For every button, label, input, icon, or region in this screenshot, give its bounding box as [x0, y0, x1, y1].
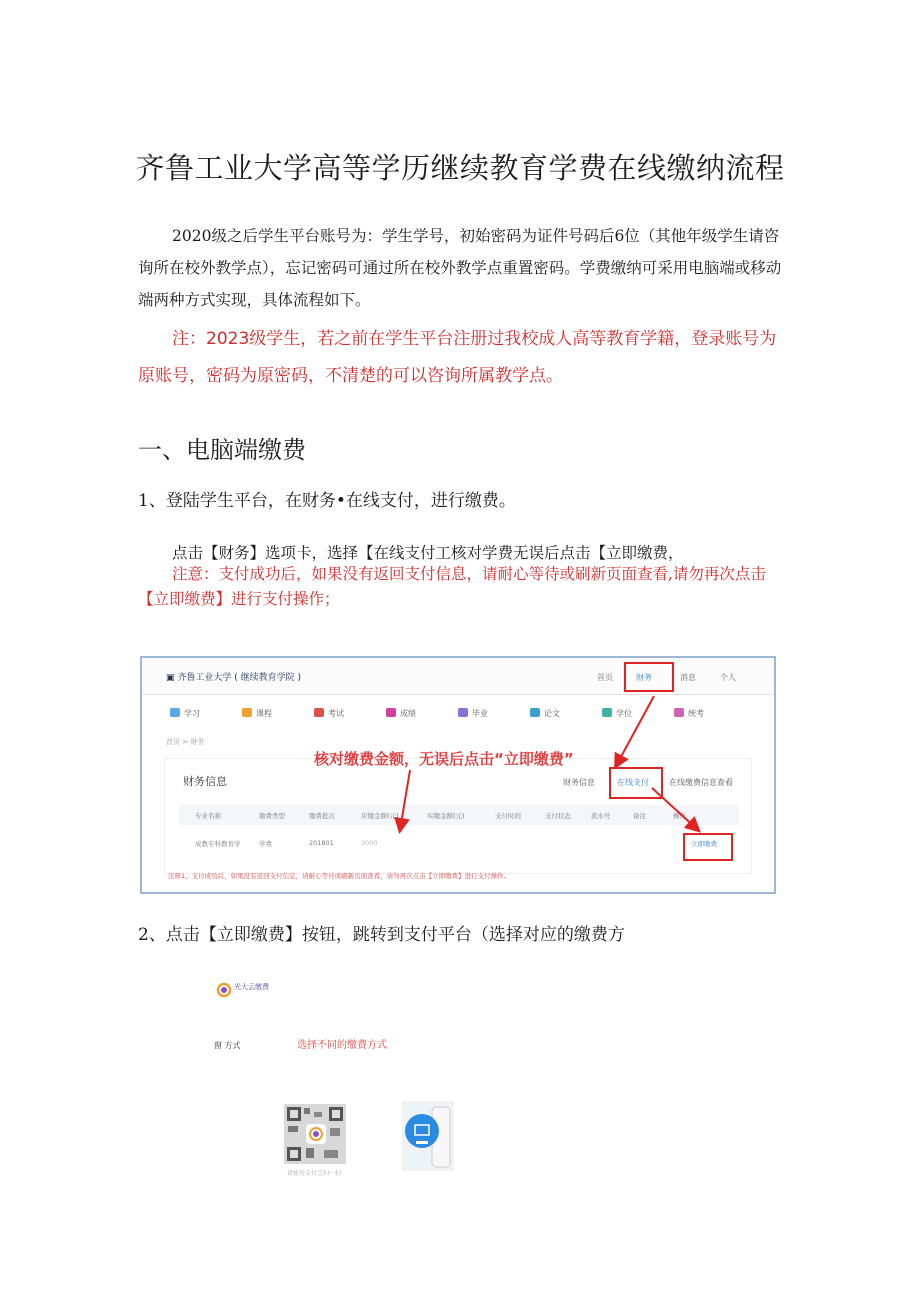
nav-messages[interactable]: 消息 — [680, 673, 696, 682]
note-paragraph: 注：2023级学生，若之前在学生平台注册过我校成人高等教育学籍，登录账号为原账号，密码为原密码，不清楚的可以咨询所属教学点。 — [138, 329, 777, 386]
menu-item-label: 统考 — [688, 709, 704, 718]
nav-home[interactable]: 首页 — [597, 673, 613, 682]
table-header-cell: 操作 — [673, 812, 686, 820]
table-header-cell: 实缴金额(元) — [427, 812, 465, 820]
menu-item-label: 课程 — [256, 709, 272, 718]
intro-paragraph: 2020级之后学生平台账号为：学生学号，初始密码为证件号码后6位（其他年级学生请咨询所在校外教学点），忘记密码可通过所在校外教学点重置密码。学费缴纳可采用电脑端或移动端两种方式实现，具体流程如下。 — [138, 227, 782, 309]
screenshot-footnote: 注释1、支付成功后，如果没有返回支付信息，请耐心等待或刷新页面查看，请勿再次点击【立即缴费】进行支付操作。 — [168, 872, 511, 880]
annotation-arrows — [142, 658, 774, 892]
payment-method-annotation: 选择不同的缴费方式 — [297, 1040, 387, 1051]
table-header-cell: 应缴金额(元) — [361, 812, 399, 820]
table-cell: 成教专科教育学 — [195, 840, 241, 848]
pay-now-button[interactable]: 立即缴费 — [691, 840, 717, 848]
finance-page-screenshot — [140, 656, 776, 894]
arrow-to-pay-button — [652, 788, 698, 830]
qr-caption: 请使用支付宝扫一扫 — [287, 1170, 342, 1177]
nav-finance[interactable]: 财务 — [636, 673, 652, 682]
arrow-to-amount — [400, 770, 410, 830]
table-cell: 学费 — [259, 840, 272, 848]
tab-payment-records[interactable]: 在线缴费信息查看 — [669, 778, 733, 787]
table-header-cell: 缴费批次 — [309, 812, 335, 820]
document-title: 齐鲁工业大学高等学历继续教育学费在线缴纳流程 — [135, 151, 785, 185]
step-2-heading: 2、点击【立即缴费】按钮，跳转到支付平台（选择对应的缴费方 — [138, 925, 625, 945]
panel-title: 财务信息 — [183, 775, 227, 788]
university-logo: ▣ 齐鲁工业大学 ( 继续教育学院 ) — [166, 673, 301, 683]
step-1-warning: 注意：支付成功后，如果没有返回支付信息，请耐心等待或刷新页面查看,请勿再次点击【立即缴费】进行支付操作； — [138, 565, 766, 608]
section-heading-pc: 一、电脑端缴费 — [138, 436, 306, 464]
breadcrumb: 首页 > 财务 — [166, 738, 205, 746]
mobile-scan-illustration — [402, 1101, 454, 1171]
table-header-cell: 支付时间 — [495, 812, 521, 820]
table-header-cell: 缴费类型 — [259, 812, 285, 820]
table-header-cell: 支付状态 — [545, 812, 571, 820]
menu-item-label: 毕业 — [472, 709, 488, 718]
arrow-to-finance-tab — [616, 696, 654, 766]
step-1-heading: 1、登陆学生平台，在财务•在线支付，进行缴费。 — [138, 491, 516, 511]
payment-logo-text: 光大云缴费 — [234, 983, 269, 991]
menu-item-label: 学习 — [184, 709, 200, 718]
table-cell: 201801 — [309, 839, 334, 847]
table-header-cell: 备注 — [633, 812, 646, 820]
payment-method-label: 窗 方式 — [214, 1041, 241, 1050]
nav-profile[interactable]: 个人 — [720, 673, 736, 682]
step-1-detail: 点击【财务】选项卡，选择【在线支付工核对学费无误后点击【立即缴费， — [172, 544, 684, 562]
tab-finance-info[interactable]: 财务信息 — [563, 778, 595, 787]
tab-online-payment[interactable]: 在线支付 — [617, 778, 649, 787]
alipay-qr-code[interactable] — [284, 1104, 346, 1164]
table-header-cell: 专业名称 — [195, 812, 221, 820]
table-cell: 3000 — [361, 839, 378, 847]
table-header-cell: 流水号 — [591, 812, 611, 820]
menu-item-label: 考试 — [328, 709, 344, 718]
menu-item-label: 成绩 — [400, 709, 416, 718]
menu-item-label: 学位 — [616, 709, 632, 718]
menu-item-label: 论文 — [544, 709, 560, 718]
callout-annotation: 核对缴费金额，无误后点击“立即缴费” — [314, 750, 574, 768]
